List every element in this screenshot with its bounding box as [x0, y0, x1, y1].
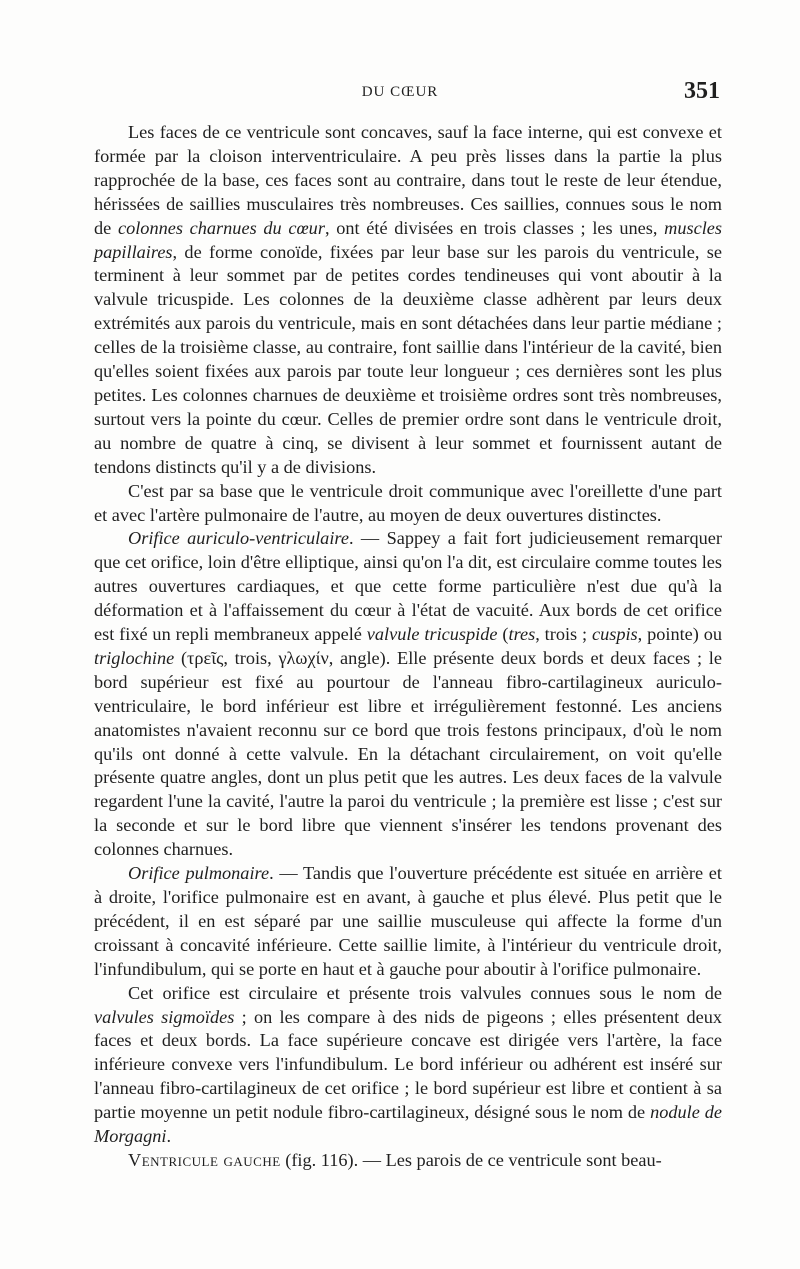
- section-heading-italic: Orifice pulmonaire: [128, 863, 270, 884]
- paragraph-ventricule-gauche: [94, 1149, 722, 1173]
- text-run: . — Sappey a fait fort judicieusement remarquer que cet orifice, loin d'être elliptique, ainsi qu'on l'a dit, est circulaire comme toutes les autres ouvertures cardiaques, et que cette forme particulière n'est due qu'à la déformation et à l'affaissement du cœur à l'état de vacuité. Aux bords de cet orifice est fixé un repli membraneux appelé: [94, 528, 722, 645]
- page-number: 351: [684, 78, 720, 104]
- italic-term: nodule de Morgagni: [94, 1102, 722, 1147]
- italic-term: colonnes charnues du cœur: [117, 217, 325, 238]
- text-run: Cet orifice est circulaire et présente trois valvules connues sous le nom de: [128, 982, 722, 1003]
- body-text: [94, 121, 722, 1173]
- running-head: [0, 78, 800, 114]
- italic-term: triglochine: [94, 647, 175, 668]
- paragraph-colonnes-charnues: [94, 121, 722, 480]
- paragraph-base-ventricule: [94, 480, 722, 528]
- italic-term: tres: [508, 624, 536, 645]
- text-run: , pointe) ou: [637, 624, 722, 645]
- text-run: (: [497, 624, 509, 645]
- section-heading-small-caps: Ventricule gauche: [128, 1149, 281, 1170]
- text-run: . — Tandis que l'ouverture précédente est située en arrière et à droite, l'orifice pulmonaire est en avant, à gauche et plus élevé. Plus petit que le précédent, il en est séparé par une saillie musculeuse qui affecte la forme d'un croissant à concavité inférieure. Cette saillie limite, à l'intérieur du ventricule droit, l'infundibulum, qui se porte en haut et à gauche pour aboutir à l'orifice pulmonaire.: [94, 863, 723, 979]
- text-run: (fig. 116). — Les parois de ce ventricule sont beau-: [280, 1149, 662, 1170]
- italic-term: cuspis: [591, 624, 638, 645]
- paragraph-valvules-sigmoides: [94, 982, 722, 1149]
- paragraph-orifice-pulmonaire: [94, 862, 722, 982]
- text-run: C'est par sa base que le ventricule droit communique avec l'oreillette d'une part et avec l'artère pulmonaire de l'autre, au moyen de deux ouvertures distinctes.: [94, 480, 722, 525]
- text-run: Les faces de ce ventricule sont concaves, sauf la face interne, qui est convexe et formée par la cloison interventriculaire. A peu près lisses dans la partie la plus rapprochée de la base, ces faces sont au contraire, dans tout le reste de leur étendue, hérissées de saillies musculaires très nombreuses. Ces saillies, connues sous le nom de: [94, 122, 722, 238]
- text-run: , de forme conoïde, fixées par leur base sur les parois du ventricule, se terminent à leur sommet par de petites cordes tendineuses qui vont aboutir à la valvule tricuspide. Les colonnes de la deuxième classe adhèrent par leurs deux extrémités aux parois du ventricule, mais en sont détachées dans leur partie médiane ; celles de la troisième classe, au contraire, font saillie dans l'intérieur de la cavité, bien qu'elles soient fixées aux parois par toute leur longueur ; ces dernières sont les plus petites. Les colonnes charnues de deuxième et troisième ordres sont très nombreuses, surtout vers la pointe du cœur. Celles de premier ordre sont dans le ventricule droit, au nombre de quatre à cinq, se divisent à leur sommet et fournissent autant de tendons distincts qu'il y a de divisions.: [94, 241, 722, 477]
- text-run: , ont été divisées en trois classes ; les unes,: [324, 217, 665, 238]
- italic-term: valvule tricuspide: [366, 624, 498, 645]
- text-run: .: [166, 1126, 172, 1147]
- text-run: , trois ;: [535, 624, 592, 645]
- text-run: ; on les compare à des nids de pigeons ; elles présentent deux faces et deux bords. La face supérieure concave est dirigée vers l'artère, la face inférieure convexe vers l'infundibulum. Le bord inférieur ou adhérent est inséré sur l'anneau fibro-cartilagineux de cet orifice ; le bord supérieur est libre et contient à sa partie moyenne un petit nodule fibro-cartilagineux, désigné sous le nom de: [94, 1006, 722, 1123]
- text-run: (τρεῖς, trois, γλωχίν, angle). Elle présente deux bords et deux faces ; le bord supérieur est fixé au pourtour de l'anneau fibro-cartilagineux auriculo-ventriculaire, le bord inférieur est libre et irrégulièrement festonné. Les anciens anatomistes n'avaient reconnu sur ce bord que trois festons principaux, d'où le nom qu'ils ont donné à cette valvule. En la détachant circulairement, on voit qu'elle présente quatre angles, dont un plus petit que les autres. Les deux faces de la valvule regardent l'une la cavité, l'autre la paroi du ventricule ; la première est lisse ; c'est sur la seconde et sur le bord libre que viennent s'insérer les tendons provenant des colonnes charnues.: [94, 647, 722, 860]
- italic-term: valvules sigmoïdes: [94, 1006, 235, 1027]
- paragraph-orifice-auriculo-ventriculaire: [94, 527, 722, 862]
- running-title: DU CŒUR: [361, 84, 439, 100]
- italic-term: muscles papillaires: [94, 217, 723, 262]
- section-heading-italic: Orifice auriculo-ventriculaire: [128, 528, 349, 549]
